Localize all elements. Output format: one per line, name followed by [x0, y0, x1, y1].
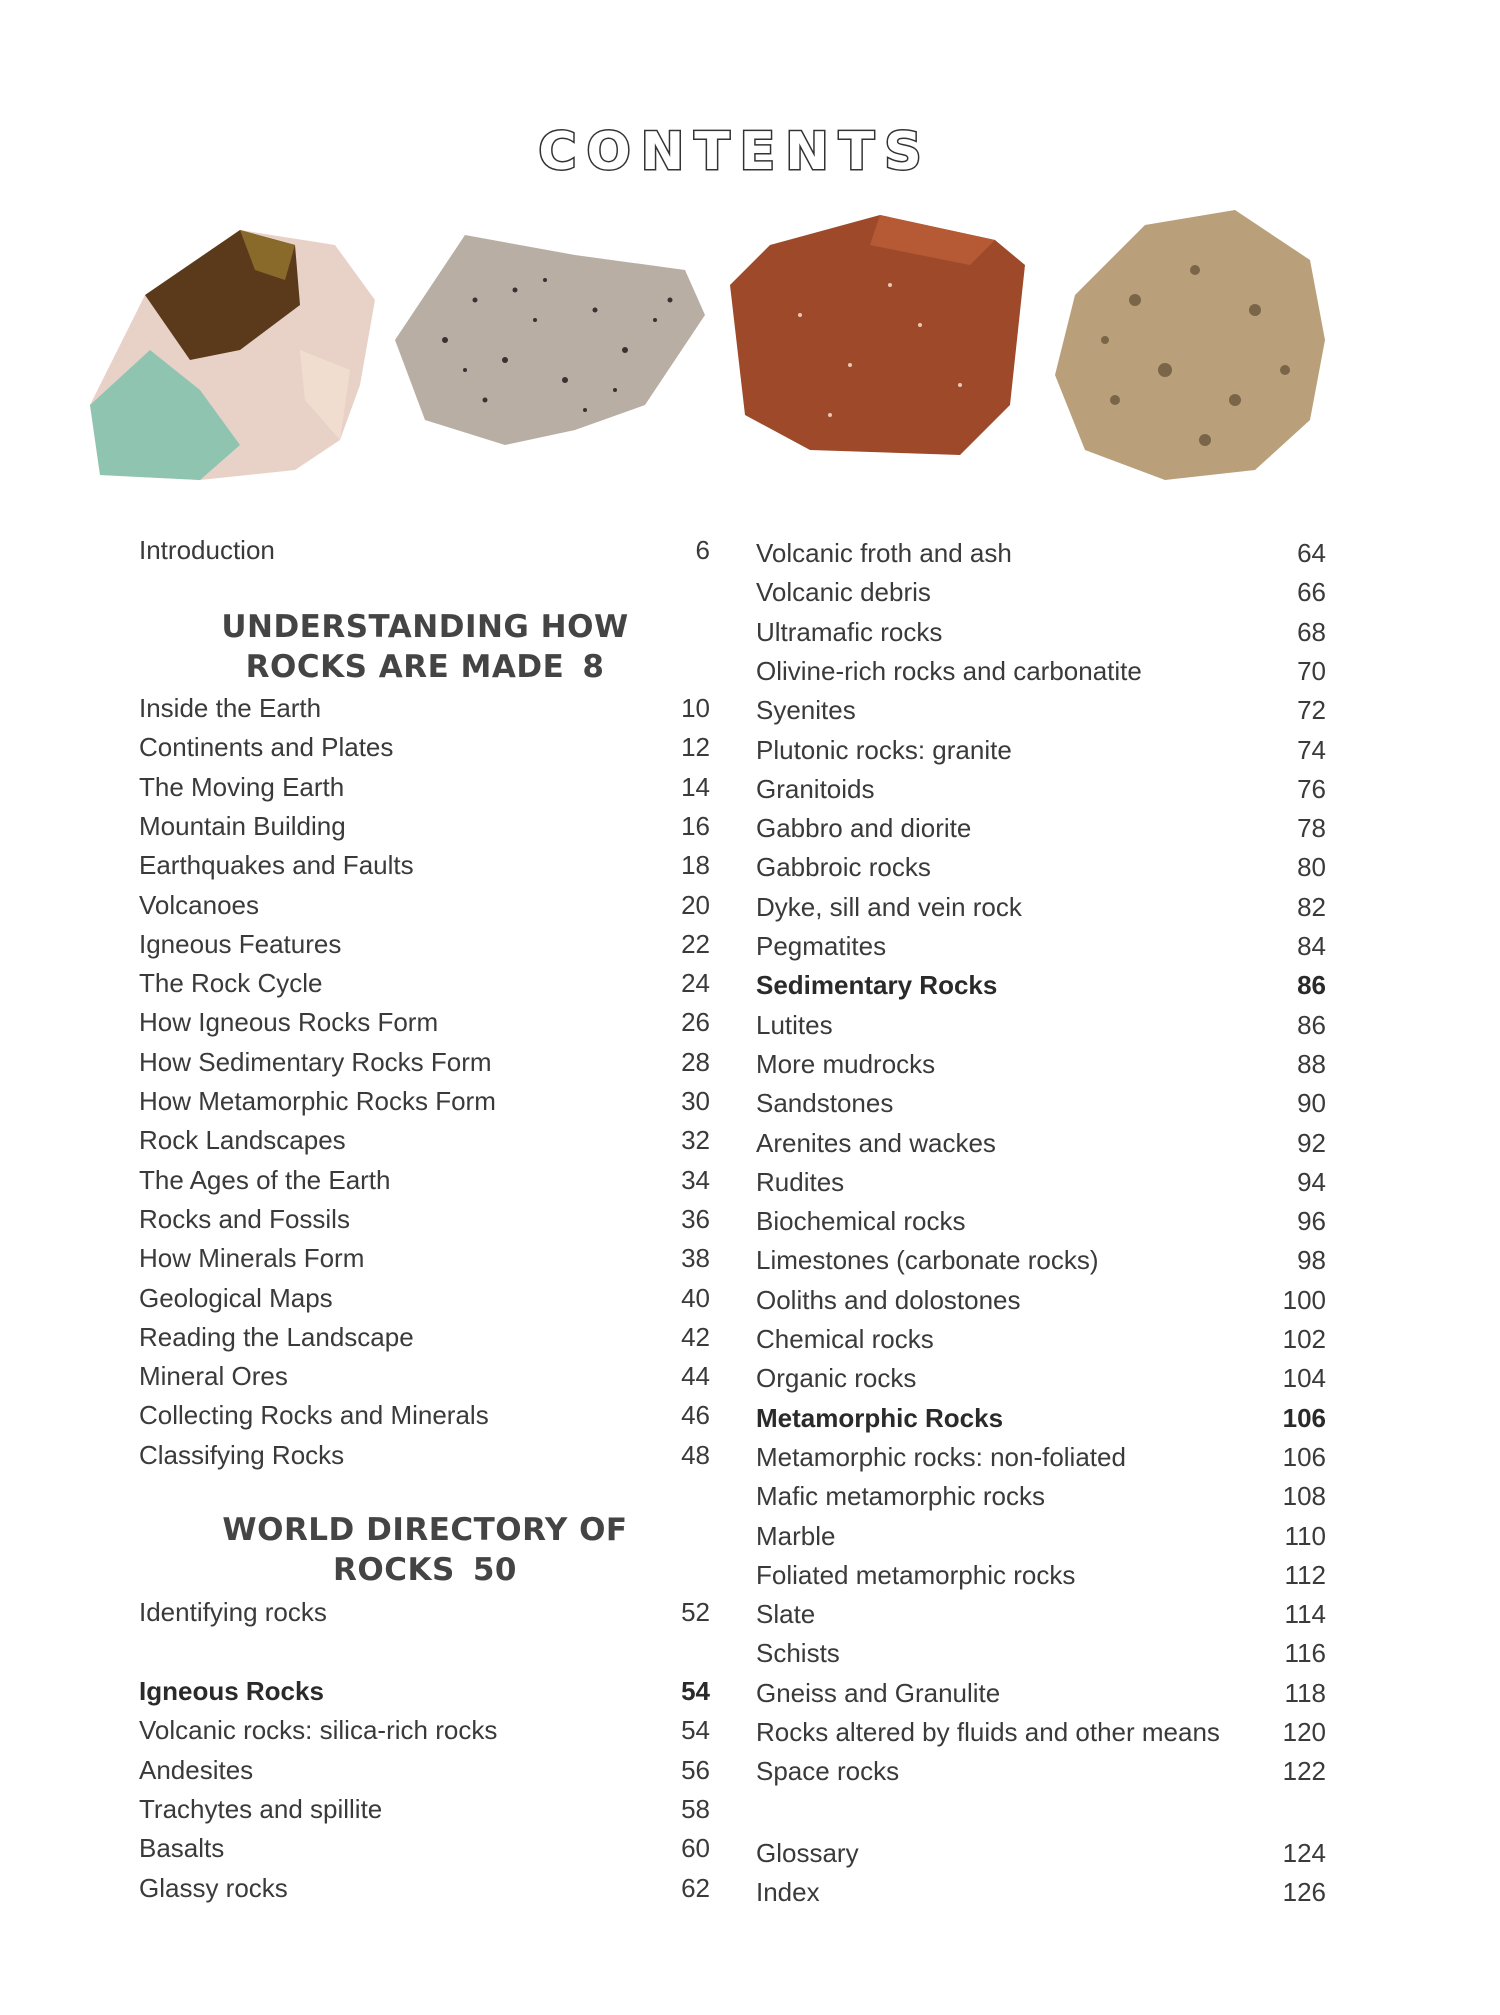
toc-page-number: 114: [1284, 1599, 1326, 1630]
toc-page-number: 88: [1297, 1048, 1326, 1079]
toc-entry-title: How Sedimentary Rocks Form: [139, 1046, 492, 1077]
toc-entry: [139, 1004, 710, 1040]
toc-entry: [756, 1478, 1326, 1514]
toc-entry-title: Collecting Rocks and Minerals: [139, 1400, 489, 1431]
toc-entry: [139, 1712, 710, 1748]
toc-section-sedimentary: [756, 967, 1326, 1003]
toc-page-number: 40: [681, 1282, 710, 1313]
toc-entry-title: How Igneous Rocks Form: [139, 1007, 439, 1038]
toc-page-number: 62: [681, 1872, 710, 1903]
toc-page-number: 28: [681, 1046, 710, 1077]
toc-entry: [756, 889, 1326, 925]
toc-entry: [756, 1439, 1326, 1475]
toc-page-number: 80: [1297, 852, 1326, 883]
toc-page-number: 38: [681, 1243, 710, 1274]
toc-entry: [139, 1044, 710, 1080]
toc-entry: [139, 1162, 710, 1198]
toc-page-number: 14: [681, 771, 710, 802]
toc-entry: [139, 690, 710, 726]
toc-entry: [756, 692, 1326, 728]
pumice-rock-image: [1045, 200, 1335, 490]
toc-entry-title: Olivine-rich rocks and carbonatite: [756, 655, 1142, 686]
toc-page-number: 120: [1282, 1717, 1326, 1747]
toc-page-number: 58: [681, 1793, 710, 1824]
toc-entry-title: Gabbroic rocks: [756, 852, 931, 883]
toc-page-number: 76: [1297, 773, 1326, 804]
toc-entry: [756, 1753, 1326, 1789]
toc-entry: [139, 1791, 710, 1827]
toc-page-number: 6: [695, 535, 710, 565]
toc-entry-title: Dyke, sill and vein rock: [756, 891, 1022, 922]
toc-page-number: 12: [681, 732, 710, 763]
toc-entry-title: Organic rocks: [756, 1363, 917, 1394]
toc-entry-title: Rocks and Fossils: [139, 1203, 350, 1234]
toc-entry: [139, 769, 710, 805]
toc-entry: [139, 729, 710, 765]
toc-page-number: 86: [1297, 970, 1326, 1001]
toc-entry: [756, 1596, 1326, 1632]
toc-entry-title: How Minerals Form: [139, 1243, 365, 1274]
toc-entry-title: Geological Maps: [139, 1282, 333, 1313]
toc-entry: [756, 653, 1326, 689]
toc-entry-title: Limestones (carbonate rocks): [756, 1245, 1099, 1276]
toc-entry: [139, 847, 710, 883]
toc-entry: [139, 1083, 710, 1119]
toc-page-number: 42: [681, 1321, 710, 1352]
toc-entry: [756, 1203, 1326, 1239]
toc-entry-title: Glassy rocks: [139, 1872, 288, 1903]
toc-entry-title: Volcanic rocks: silica-rich rocks: [139, 1715, 498, 1746]
toc-page-number: 106: [1282, 1441, 1326, 1472]
section-heading-line: UNDERSTANDING HOW: [221, 609, 629, 645]
toc-entry-title: Mineral Ores: [139, 1361, 288, 1392]
toc-entry-identifying: [139, 1594, 710, 1630]
toc-entry: [139, 965, 710, 1001]
toc-entry-title: Foliated metamorphic rocks: [756, 1559, 1076, 1590]
toc-page-number: 30: [681, 1086, 710, 1116]
toc-page-number: 44: [681, 1361, 710, 1392]
toc-entry: [139, 1830, 710, 1866]
toc-page-number: 64: [1297, 538, 1326, 568]
toc-entry: [139, 1752, 710, 1788]
toc-page-number: 106: [1282, 1402, 1326, 1433]
toc-entry-title: Space rocks: [756, 1756, 900, 1787]
toc-entry-introduction: [139, 532, 710, 568]
toc-entry: [756, 614, 1326, 650]
section-heading-line: WORLD DIRECTORY OF: [222, 1512, 628, 1548]
toc-entry-title: Gneiss and Granulite: [756, 1677, 1001, 1708]
toc-entry-title: The Rock Cycle: [139, 968, 323, 999]
rock-images: [90, 200, 1340, 490]
toc-entry: [139, 1280, 710, 1316]
toc-page-number: 122: [1282, 1756, 1326, 1787]
toc-entry-title: Classifying Rocks: [139, 1439, 345, 1470]
toc-entry-title: Marble: [756, 1520, 836, 1551]
section-heading-line: ROCKS ARE MADE 8: [245, 649, 605, 685]
toc-page-number: 56: [681, 1754, 710, 1785]
toc-page-number: 82: [1297, 891, 1326, 922]
toc-entry-title: Mountain Building: [139, 810, 346, 841]
toc-page-number: 46: [681, 1400, 710, 1431]
toc-entry: [139, 1358, 710, 1394]
toc-entry-title: Index: [756, 1877, 820, 1908]
toc-entry-title: Rudites: [756, 1166, 845, 1197]
toc-entry-title: How Metamorphic Rocks Form: [139, 1086, 496, 1116]
toc-entry-title: Igneous Features: [139, 928, 342, 959]
toc-page-number: 96: [1297, 1206, 1326, 1237]
toc-entry: [756, 1242, 1326, 1278]
toc-page-number: 104: [1282, 1363, 1326, 1394]
toc-page-number: 98: [1297, 1245, 1326, 1276]
toc-entry: [756, 810, 1326, 846]
toc-entry-title: Slate: [756, 1599, 816, 1630]
toc-entry-title: Reading the Landscape: [139, 1321, 414, 1352]
toc-entry: [139, 1437, 710, 1473]
toc-page-number: 18: [681, 850, 710, 881]
toc-page-number: 54: [681, 1676, 710, 1706]
toc-page-number: 52: [681, 1597, 710, 1627]
toc-entry-title: Introduction: [139, 535, 275, 565]
toc-entry-title: Continents and Plates: [139, 732, 394, 763]
page-title: CONTENTS: [538, 122, 932, 182]
section-page-number: 50: [472, 1552, 517, 1588]
toc-entry-title: Ooliths and dolostones: [756, 1284, 1021, 1315]
toc-entry-title: Volcanoes: [139, 889, 259, 920]
toc-entry-title: Glossary: [756, 1838, 859, 1868]
toc-entry: [756, 1360, 1326, 1396]
toc-page-number: 78: [1297, 813, 1326, 844]
toc-page-number: 20: [681, 889, 710, 920]
toc-page-number: 116: [1284, 1638, 1326, 1669]
toc-entry-title: Metamorphic Rocks: [756, 1402, 1004, 1433]
toc-entry: [756, 1635, 1326, 1671]
toc-page-number: 74: [1297, 734, 1326, 765]
toc-entry: [756, 1046, 1326, 1082]
red-porphyry-rock-image: [730, 205, 1030, 465]
toc-page-number: 70: [1297, 655, 1326, 686]
section-heading-line: ROCKS 50: [333, 1552, 517, 1588]
toc-entry-index: [756, 1874, 1326, 1910]
toc-entry-title: Ultramafic rocks: [756, 616, 943, 647]
toc-page-number: 124: [1282, 1838, 1326, 1868]
amazonite-rock-image: [90, 200, 380, 490]
toc-page-number: 72: [1297, 695, 1326, 726]
toc-entry-title: Sedimentary Rocks: [756, 970, 998, 1001]
toc-entry-title: Biochemical rocks: [756, 1206, 966, 1237]
toc-page-number: 66: [1297, 577, 1326, 608]
toc-entry-title: More mudrocks: [756, 1048, 936, 1079]
toc-page-number: 36: [681, 1203, 710, 1234]
toc-page-number: 92: [1297, 1127, 1326, 1158]
toc-page-number: 102: [1282, 1324, 1326, 1354]
toc-entry-title: Schists: [756, 1638, 840, 1669]
toc-entry: [139, 1319, 710, 1355]
toc-entry-title: Plutonic rocks: granite: [756, 734, 1012, 765]
toc-page-number: 100: [1282, 1284, 1326, 1315]
toc-entry-title: Inside the Earth: [139, 693, 322, 723]
toc-entry: [139, 1397, 710, 1433]
toc-entry-title: Volcanic froth and ash: [756, 538, 1012, 568]
toc-entry-title: Trachytes and spillite: [139, 1793, 383, 1824]
toc-page-number: 48: [681, 1439, 710, 1470]
toc-entry-title: Sandstones: [756, 1088, 894, 1119]
toc-entry-title: Metamorphic rocks: non-foliated: [756, 1441, 1126, 1472]
toc-entry: [756, 535, 1326, 571]
toc-entry-title: Syenites: [756, 695, 856, 726]
toc-entry: [756, 1714, 1326, 1750]
toc-entry-title: Granitoids: [756, 773, 875, 804]
section-heading-world-directory: [125, 1510, 725, 1590]
toc-entry: [756, 771, 1326, 807]
toc-page-number: 112: [1284, 1559, 1326, 1590]
toc-entry: [756, 1675, 1326, 1711]
toc-entry: [756, 1557, 1326, 1593]
granite-rock-image: [385, 220, 715, 460]
toc-entry: [139, 887, 710, 923]
toc-page-number: 60: [681, 1833, 710, 1864]
toc-entry-glossary: [756, 1835, 1326, 1871]
toc-entry: [139, 1240, 710, 1276]
toc-page-number: 110: [1284, 1520, 1326, 1551]
toc-page-number: 32: [681, 1125, 710, 1156]
toc-entry-title: Volcanic debris: [756, 577, 931, 608]
toc-entry-title: Chemical rocks: [756, 1324, 934, 1354]
toc-page-number: 24: [681, 968, 710, 999]
toc-page-number: 34: [681, 1164, 710, 1195]
toc-page-number: 54: [681, 1715, 710, 1746]
toc-page-number: 16: [681, 810, 710, 841]
toc-entry-title: Identifying rocks: [139, 1597, 327, 1627]
toc-page-number: 118: [1284, 1677, 1326, 1708]
toc-entry: [756, 1282, 1326, 1318]
toc-entry: [139, 926, 710, 962]
toc-entry-title: The Moving Earth: [139, 771, 345, 802]
toc-entry-title: Earthquakes and Faults: [139, 850, 414, 881]
toc-entry-title: Arenites and wackes: [756, 1127, 996, 1158]
toc-section-metamorphic: [756, 1400, 1326, 1436]
toc-page-number: 86: [1297, 1009, 1326, 1040]
toc-entry: [756, 1518, 1326, 1554]
toc-entry: [756, 1125, 1326, 1161]
toc-entry: [756, 1164, 1326, 1200]
toc-entry-title: The Ages of the Earth: [139, 1164, 391, 1195]
toc-entry: [139, 1201, 710, 1237]
toc-entry: [756, 1085, 1326, 1121]
toc-entry: [756, 1007, 1326, 1043]
toc-page-number: 68: [1297, 616, 1326, 647]
toc-entry: [139, 1122, 710, 1158]
toc-entry-title: Lutites: [756, 1009, 833, 1040]
section-page-number: 8: [582, 649, 605, 685]
section-heading-understanding: [125, 607, 725, 687]
toc-entry-title: Igneous Rocks: [139, 1676, 324, 1706]
toc-entry-title: Gabbro and diorite: [756, 813, 972, 844]
toc-page-number: 94: [1297, 1166, 1326, 1197]
toc-section-igneous: [139, 1673, 710, 1709]
toc-entry: [756, 849, 1326, 885]
toc-entry: [756, 1321, 1326, 1357]
toc-page-number: 108: [1282, 1481, 1326, 1512]
toc-entry-title: Rock Landscapes: [139, 1125, 346, 1156]
toc-page-number: 84: [1297, 931, 1326, 961]
toc-page-number: 126: [1282, 1877, 1326, 1908]
toc-entry-title: Basalts: [139, 1833, 225, 1864]
toc-page-number: 26: [681, 1007, 710, 1038]
toc-entry: [756, 732, 1326, 768]
toc-page-number: 90: [1297, 1088, 1326, 1119]
toc-page-number: 22: [681, 928, 710, 959]
toc-entry-title: Mafic metamorphic rocks: [756, 1481, 1045, 1512]
toc-entry: [139, 808, 710, 844]
toc-entry: [139, 1870, 710, 1906]
toc-page-number: 10: [681, 693, 710, 723]
toc-entry-title: Pegmatites: [756, 931, 887, 961]
toc-entry-title: Andesites: [139, 1754, 254, 1785]
toc-entry: [756, 574, 1326, 610]
toc-entry-title: Rocks altered by fluids and other means: [756, 1717, 1220, 1747]
toc-entry: [756, 928, 1326, 964]
